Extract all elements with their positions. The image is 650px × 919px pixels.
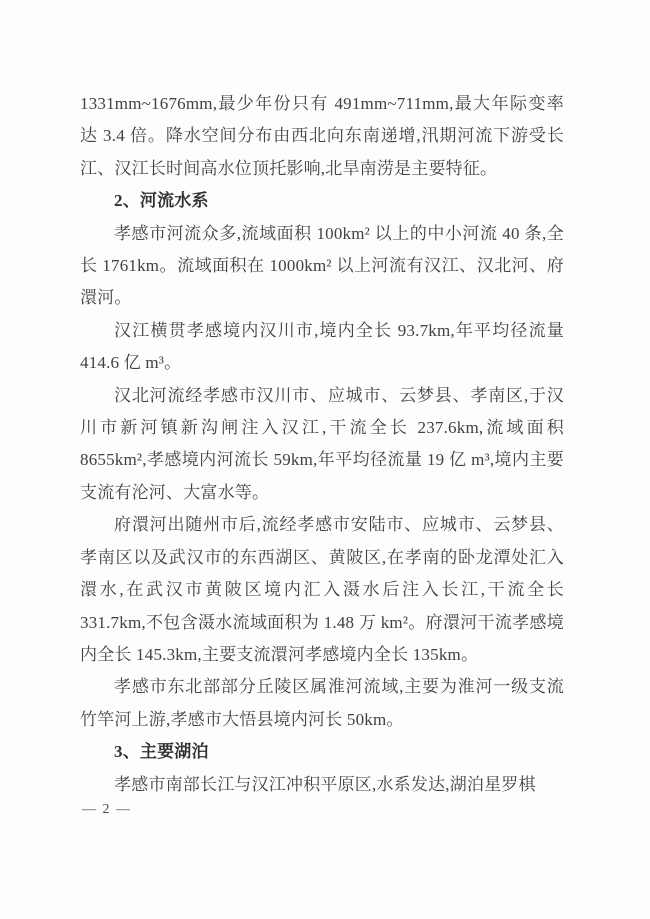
paragraph-precipitation-continued: 1331mm~1676mm,最少年份只有 491mm~711mm,最大年际变率达 3.4 倍。降水空间分布由西北向东南递增,汛期河流下游受长江、汉江长时间高水位顶托影响,北旱南涝是主要特征。 (80, 94, 564, 178)
paragraph-hanbei-river: 汉北河流经孝感市汉川市、应城市、云梦县、孝南区,于汉川市新河镇新沟闸注入汉江,干流全长 237.6km,流域面积 8655km²,孝感境内河流长 59km,年平均径流量 19 亿 m³,境内主要支流有沦河、大富水等。 (80, 385, 564, 502)
document-body (80, 88, 564, 801)
paragraph-fuhuan-river: 府澴河出随州市后,流经孝感市安陆市、应城市、云梦县、孝南区以及武汉市的东西湖区、黄陂区,在孝南的卧龙潭处汇入澴水,在武汉市黄陂区境内汇入滠水后注入长江,干流全长 331.7km,不包含滠水流域面积为 1.48 万 km²。府澴河干流孝感境内全长 145.3km,主要支流澴河孝感境内全长 135km。 (80, 515, 564, 664)
section-heading-major-lakes: 3、主要湖泊 (114, 742, 209, 762)
paragraph-lakes-intro: 孝感市南部长江与汉江冲积平原区,水系发达,湖泊星罗棋 (114, 774, 536, 794)
section-heading-river-system: 2、河流水系 (114, 191, 209, 211)
page-number: — 2 — (82, 802, 132, 817)
paragraph-hanjiang-river: 汉江横贯孝感境内汉川市,境内全长 93.7km,年平均径流量 414.6 亿 m³。 (80, 320, 564, 373)
paragraph-river-overview: 孝感市河流众多,流域面积 100km² 以上的中小河流 40 条,全长 1761km。流域面积在 1000km² 以上河流有汉江、汉北河、府澴河。 (80, 223, 564, 308)
paragraph-huaihe-basin: 孝感市东北部部分丘陵区属淮河流域,主要为淮河一级支流竹竿河上游,孝感市大悟县境内河长 50km。 (80, 677, 564, 729)
